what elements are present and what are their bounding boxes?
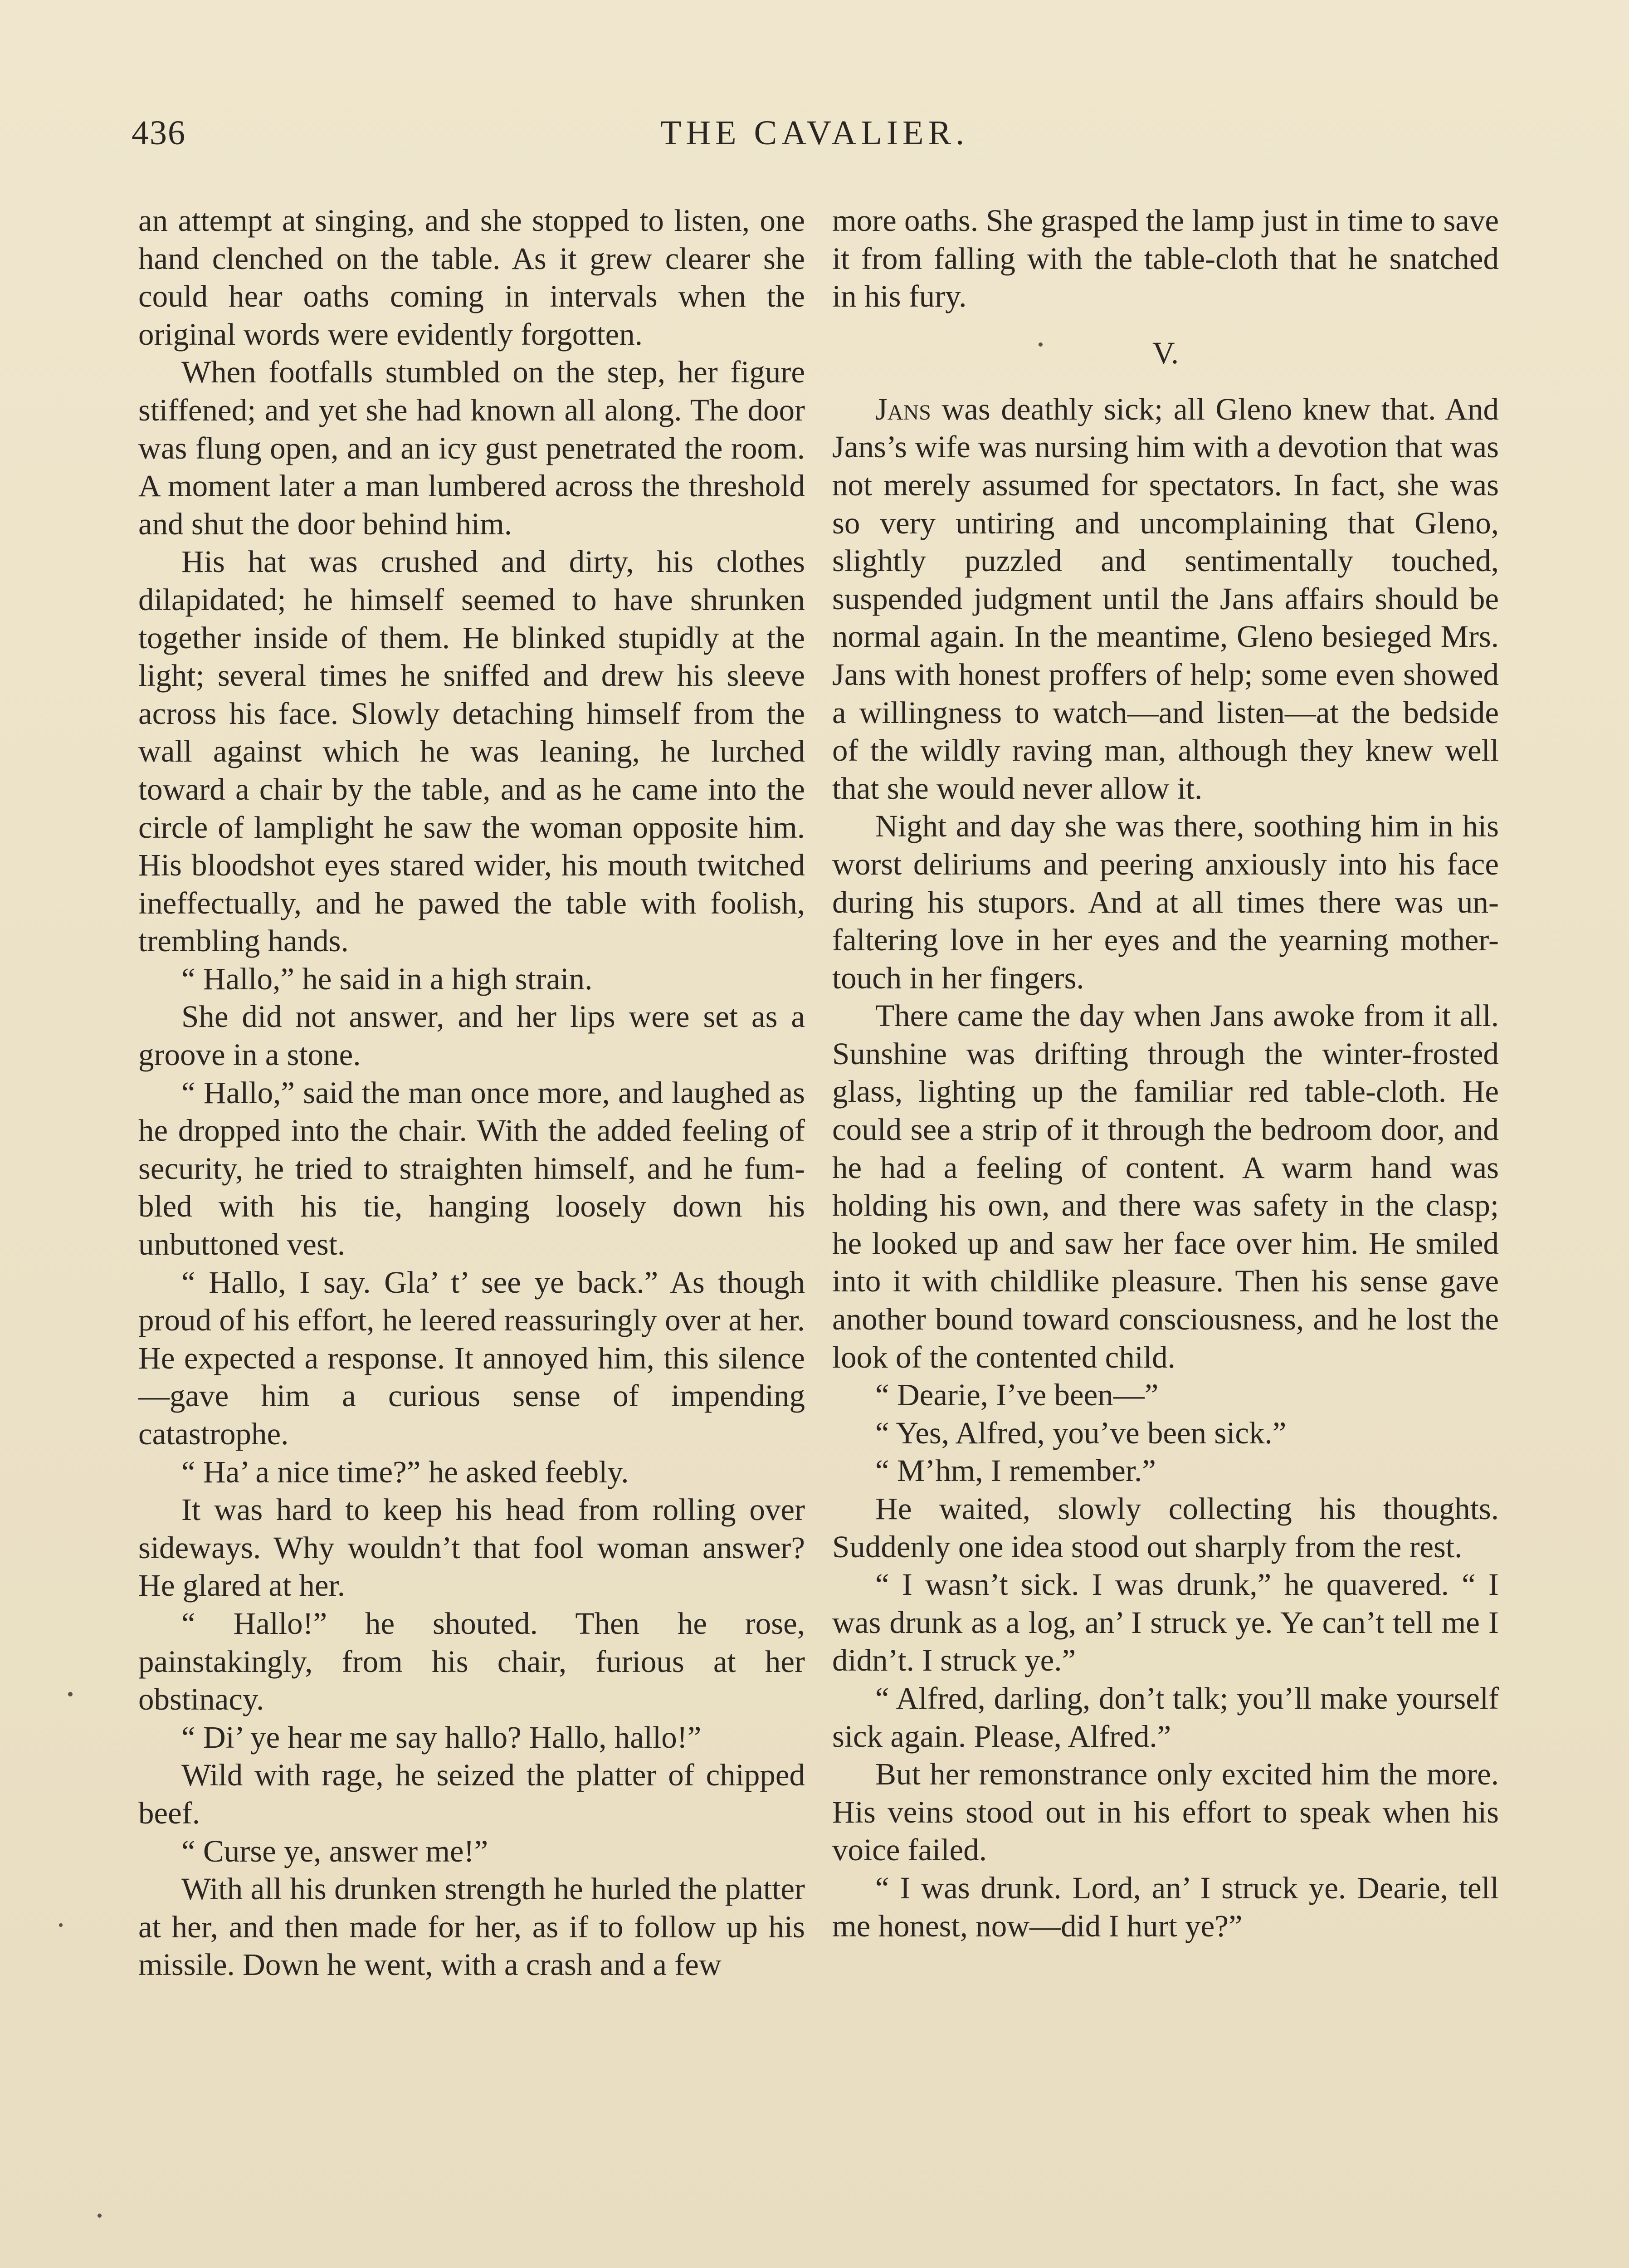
paragraph-text: was deathly sick; all Gleno knew that. And Jans’s wife was nursing him with a devotion that was not merely assumed for spectators. In fact, she was so very untiring and uncomplaining that Gleno, slightly puzzled and sentimentally touched, suspended judgment until the Jans affairs should be normal again. In the meantime, Gleno besieged Mrs. Jans with honest proffers of help; some even showed a willingness to watch—and listen—at the bedside of the wildly raving man, although they knew well that she would never allow it. [832, 391, 1499, 806]
paper-speck [68, 1692, 73, 1696]
paragraph: But her remonstrance only excited him the more. His veins stood out in his effort to speak when his voice failed. [832, 1757, 1499, 1867]
paragraph: “ Alfred, darling, don’t talk; you’ll make yourself sick again. Please, Alfred.” [832, 1681, 1499, 1754]
paragraph: more oaths. She grasped the lamp just in time to save it from falling with the table-cloth that he snatched in his fury. [832, 203, 1499, 314]
section-heading: V. [1152, 335, 1179, 370]
left-column [138, 202, 805, 1984]
running-head: THE CAVALIER. [660, 114, 969, 152]
drop-word: Jans [875, 391, 931, 426]
paper-speck [59, 1923, 63, 1927]
paragraph: an attempt at singing, and she stopped to listen, one hand clenched on the table. As it grew clearer she could hear oaths coming in intervals when the original words were evidently forgotten. [138, 203, 805, 352]
paragraph: Wild with rage, he seized the platter of chipped beef. [138, 1758, 805, 1830]
paragraph: “ Yes, Alfred, you’ve been sick.” [875, 1415, 1287, 1450]
paragraph: “ I wasn’t sick. I was drunk,” he quavered. “ I was drunk as a log, an’ I struck ye. Ye can’t tell me I didn’t. I struck ye.” [832, 1567, 1499, 1678]
paper-speck [1039, 342, 1043, 347]
paragraph [832, 391, 1499, 808]
paragraph: “ Hallo!” he shouted. Then he rose, painstakingly, from his chair, furious at her obstinacy. [138, 1606, 805, 1717]
paragraph: She did not answer, and her lips were set as a groove in a stone. [138, 999, 805, 1072]
paragraph: “ Hallo, I say. Gla’ t’ see ye back.” As though proud of his effort, he leered reassuringly over at her. He expected a response. It annoyed him, this silence —gave him a curious sense of impending catastrophe. [138, 1265, 805, 1451]
paragraph: “ Dearie, I’ve been—” [875, 1378, 1159, 1413]
paper-speck [98, 2214, 102, 2218]
paragraph: “ Hallo,” said the man once more, and laughed as he dropped into the chair. With the added feeling of security, he tried to straighten himself, and he fumbled with his tie, hanging loosely down his unbuttoned vest. [138, 1075, 805, 1262]
paragraph: “ Hallo,” he said in a high strain. [181, 961, 593, 996]
paragraph: When footfalls stumbled on the step, her figure stiffened; and yet she had known all along. The door was flung open, and an icy gust penetrated the room. A moment later a man lumbered across the threshold and shut the door behind him. [138, 355, 805, 541]
page-header [132, 113, 1497, 168]
paragraph: His hat was crushed and dirty, his clothes dilapidated; he himself seemed to have shrunken together inside of them. He blinked stupidly at the light; several times he sniffed and drew his sleeve across his face. Slowly detaching himself from the wall against which he was leaning, he lurched toward a chair by the table, and as he came into the circle of lamplight he saw the woman opposite him. His bloodshot eyes stared wider, his mouth twitched ineffectually, and he pawed the table with foolish, trembling hands. [138, 544, 805, 958]
paragraph: He waited, slowly collecting his thoughts. Suddenly one idea stood out sharply from the rest. [832, 1491, 1499, 1564]
paragraph: “ Di’ ye hear me say hallo? Hallo, hallo!” [181, 1720, 702, 1755]
paragraph: There came the day when Jans awoke from it all. Sunshine was drifting through the winter-frosted glass, lighting up the familiar red table-cloth. He could see a strip of it through the bedroom door, and he had a feeling of content. A warm hand was holding his own, and there was safety in the clasp; he looked up and saw her face over him. He smiled into it with childlike pleasure. Then his sense gave another bound toward consciousness, and he lost the look of the contented child. [832, 998, 1499, 1374]
paragraph: “ M’hm, I remember.” [875, 1453, 1156, 1488]
paragraph: With all his drunken strength he hurled the platter at her, and then made for her, as if to follow up his missile. Down he went, with a crash and a few [138, 1872, 805, 1982]
paragraph: Night and day she was there, soothing him in his worst deliriums and peering anxiously into his face during his stupors. And at all times there was unfaltering love in her eyes and the yearning mother-touch in her fingers. [832, 809, 1499, 995]
paragraph: It was hard to keep his head from rolling over sideways. Why wouldn’t that fool woman answer? He glared at her. [138, 1492, 805, 1603]
page-number: 436 [132, 114, 186, 152]
right-column [832, 202, 1499, 1945]
paragraph: “ I was drunk. Lord, an’ I struck ye. Dearie, tell me honest, now—did I hurt ye?” [832, 1870, 1499, 1943]
paragraph: “ Ha’ a nice time?” he asked feebly. [181, 1454, 629, 1489]
paragraph: “ Curse ye, answer me!” [181, 1833, 488, 1868]
